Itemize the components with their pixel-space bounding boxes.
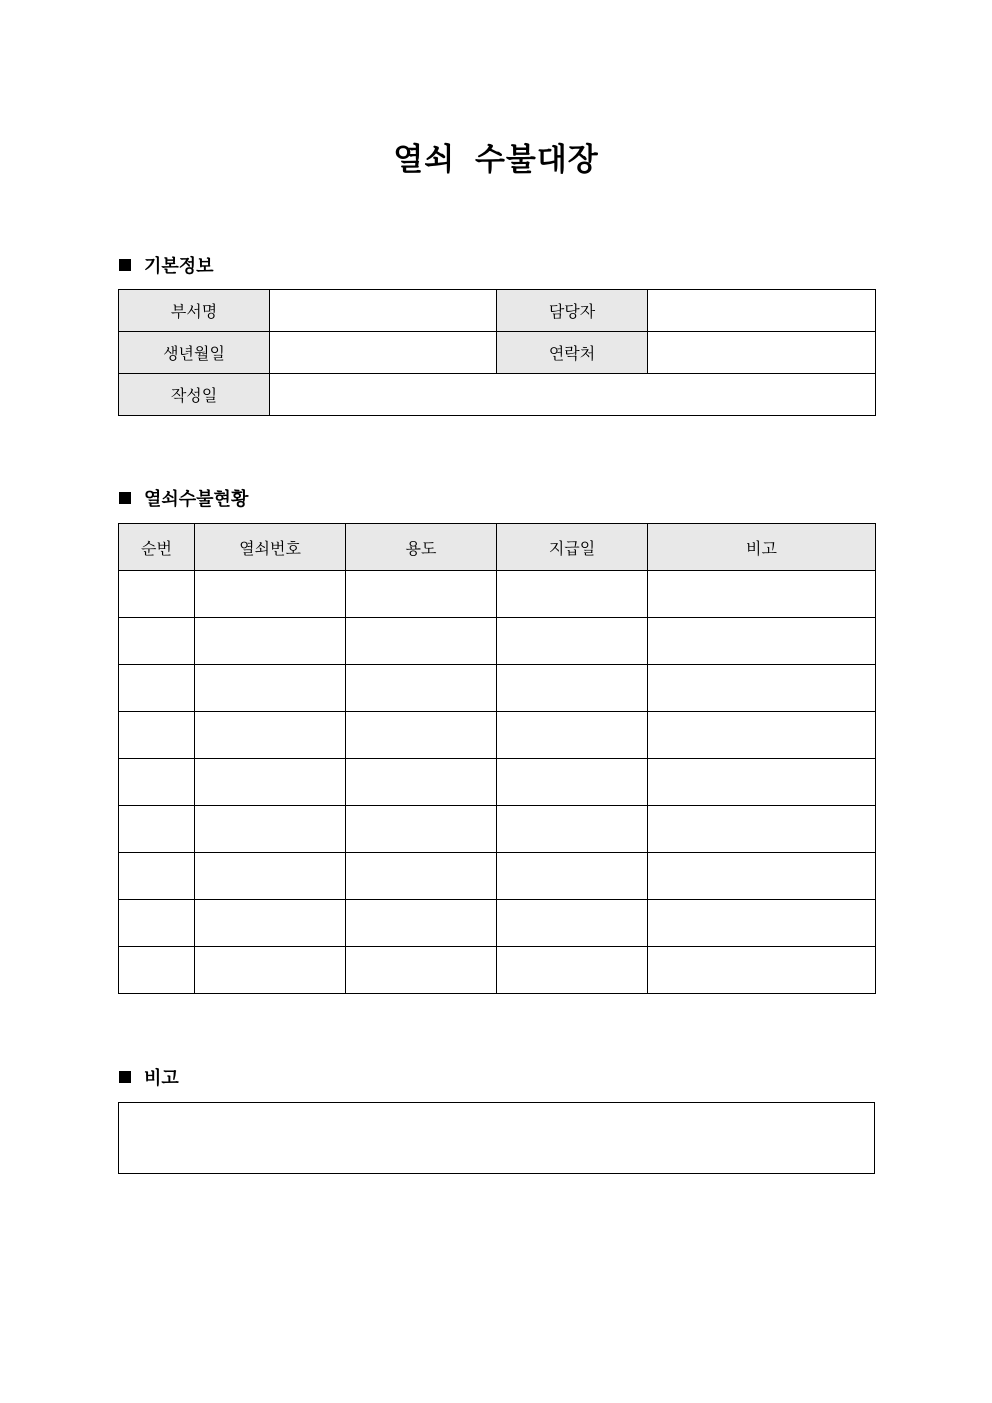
remarks-cell[interactable] xyxy=(648,853,876,900)
purpose-cell[interactable] xyxy=(346,947,497,994)
issue-date-cell[interactable] xyxy=(497,571,648,618)
ledger-heading xyxy=(119,486,248,510)
table-row xyxy=(119,618,876,665)
key-number-cell[interactable] xyxy=(195,618,346,665)
seq-cell[interactable] xyxy=(119,618,195,665)
purpose-cell[interactable] xyxy=(346,665,497,712)
seq-cell[interactable] xyxy=(119,571,195,618)
manager-label: 담당자 xyxy=(497,290,648,332)
table-row xyxy=(119,712,876,759)
contact-field[interactable] xyxy=(648,332,876,374)
key-number-cell[interactable] xyxy=(195,712,346,759)
key-number-cell[interactable] xyxy=(195,806,346,853)
purpose-cell[interactable] xyxy=(346,759,497,806)
department-label: 부서명 xyxy=(119,290,270,332)
column-header-remarks: 비고 xyxy=(648,524,876,571)
square-bullet-icon xyxy=(119,492,131,504)
department-field[interactable] xyxy=(270,290,497,332)
remarks-cell[interactable] xyxy=(648,665,876,712)
purpose-cell[interactable] xyxy=(346,853,497,900)
key-number-cell[interactable] xyxy=(195,947,346,994)
key-number-cell[interactable] xyxy=(195,665,346,712)
purpose-cell[interactable] xyxy=(346,571,497,618)
key-ledger-table xyxy=(118,523,876,994)
basic-info-heading xyxy=(119,253,214,277)
seq-cell[interactable] xyxy=(119,806,195,853)
remarks-heading-label: 비고 xyxy=(144,1068,179,1089)
purpose-cell[interactable] xyxy=(346,806,497,853)
created-date-label: 작성일 xyxy=(119,374,270,416)
remarks-field[interactable] xyxy=(118,1102,875,1174)
birthdate-label: 생년월일 xyxy=(119,332,270,374)
manager-field[interactable] xyxy=(648,290,876,332)
contact-label: 연락처 xyxy=(497,332,648,374)
column-header-issue-date: 지급일 xyxy=(497,524,648,571)
remarks-cell[interactable] xyxy=(648,618,876,665)
basic-info-table xyxy=(118,289,876,416)
table-row xyxy=(119,665,876,712)
remarks-cell[interactable] xyxy=(648,806,876,853)
basic-info-heading-label: 기본정보 xyxy=(144,256,214,277)
remarks-cell[interactable] xyxy=(648,759,876,806)
ledger-heading-label: 열쇠수불현황 xyxy=(144,489,249,510)
remarks-cell[interactable] xyxy=(648,900,876,947)
issue-date-cell[interactable] xyxy=(497,618,648,665)
column-header-key-number: 열쇠번호 xyxy=(195,524,346,571)
seq-cell[interactable] xyxy=(119,759,195,806)
birthdate-field[interactable] xyxy=(270,332,497,374)
issue-date-cell[interactable] xyxy=(497,665,648,712)
issue-date-cell[interactable] xyxy=(497,947,648,994)
remarks-cell[interactable] xyxy=(648,571,876,618)
purpose-cell[interactable] xyxy=(346,712,497,759)
square-bullet-icon xyxy=(119,259,131,271)
remarks-cell[interactable] xyxy=(648,712,876,759)
ledger-header-row xyxy=(119,524,876,571)
table-row xyxy=(119,571,876,618)
seq-cell[interactable] xyxy=(119,900,195,947)
remarks-heading xyxy=(119,1065,179,1089)
purpose-cell[interactable] xyxy=(346,618,497,665)
seq-cell[interactable] xyxy=(119,853,195,900)
remarks-cell[interactable] xyxy=(648,947,876,994)
table-row xyxy=(119,947,876,994)
issue-date-cell[interactable] xyxy=(497,900,648,947)
table-row xyxy=(119,900,876,947)
table-row xyxy=(119,806,876,853)
column-header-seq: 순번 xyxy=(119,524,195,571)
purpose-cell[interactable] xyxy=(346,900,497,947)
table-row xyxy=(119,853,876,900)
issue-date-cell[interactable] xyxy=(497,806,648,853)
seq-cell[interactable] xyxy=(119,665,195,712)
key-number-cell[interactable] xyxy=(195,853,346,900)
document-title: 열쇠 수불대장 xyxy=(393,142,599,178)
key-number-cell[interactable] xyxy=(195,759,346,806)
key-number-cell[interactable] xyxy=(195,900,346,947)
issue-date-cell[interactable] xyxy=(497,712,648,759)
table-row xyxy=(119,759,876,806)
issue-date-cell[interactable] xyxy=(497,853,648,900)
square-bullet-icon xyxy=(119,1071,131,1083)
seq-cell[interactable] xyxy=(119,712,195,759)
created-date-field[interactable] xyxy=(270,374,876,416)
issue-date-cell[interactable] xyxy=(497,759,648,806)
seq-cell[interactable] xyxy=(119,947,195,994)
column-header-purpose: 용도 xyxy=(346,524,497,571)
key-number-cell[interactable] xyxy=(195,571,346,618)
